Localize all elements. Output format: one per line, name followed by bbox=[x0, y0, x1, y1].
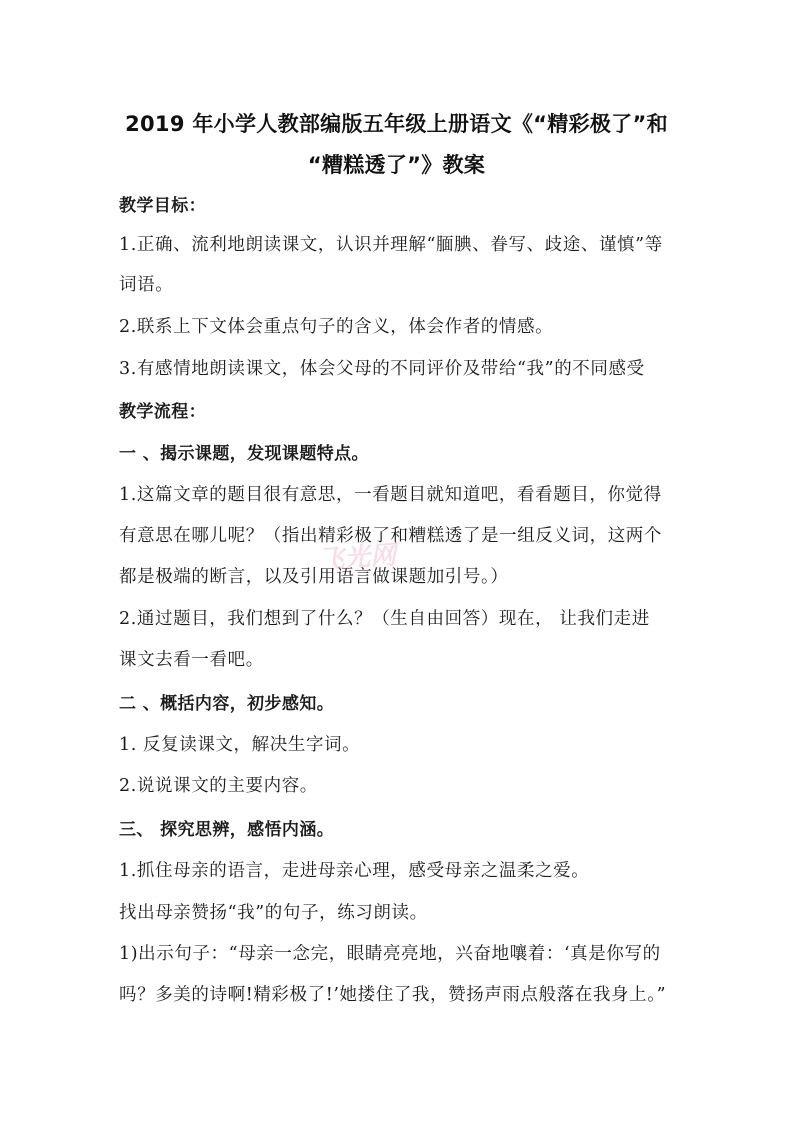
paragraph-line: 3.有感情地朗读课文，体会父母的不同评价及带给“我”的不同感受 bbox=[119, 359, 645, 379]
subsection-heading-3: 三、 探究思辨，感悟内涵。 bbox=[119, 820, 335, 840]
paragraph-line: 1)出示句子：“母亲一念完，眼睛亮亮地，兴奋地嚷着：‘真是你写的 bbox=[119, 944, 661, 964]
section-heading-objectives: 教学目标： bbox=[119, 196, 206, 216]
paragraph-line: 1.正确、流利地朗读课文，认识并理解“腼腆、眷写、歧途、谨慎”等 bbox=[119, 235, 663, 255]
subsection-heading-1: 一 、揭示课题，发现课题特点。 bbox=[119, 444, 369, 464]
paragraph-line: 2.说说课文的主要内容。 bbox=[119, 776, 318, 796]
paragraph-line: 都是极端的断言，以及引用语言做课题加引号。） bbox=[119, 567, 509, 587]
paragraph-line: 吗？多美的诗啊!精彩极了!’她搂住了我，赞扬声雨点般落在我身上。” bbox=[119, 985, 667, 1005]
watermark-logo: 飞光网 bbox=[317, 540, 398, 576]
paragraph-line: 找出母亲赞扬“我”的句子，练习朗读。 bbox=[119, 903, 428, 923]
paragraph-line: 词语。 bbox=[119, 275, 174, 295]
paragraph-line: 2.联系上下文体会重点句子的含义，体会作者的情感。 bbox=[119, 317, 554, 337]
paragraph-line: 1.抓住母亲的语言，走进母亲心理，感受母亲之温柔之爱。 bbox=[119, 861, 590, 881]
document-title-line-2: “糟糕透了”》教案 bbox=[307, 153, 486, 177]
paragraph-line: 课文去看一看吧。 bbox=[119, 650, 264, 670]
document-title-line-1: 2019 年小学人教部编版五年级上册语文《“精彩极了”和 bbox=[125, 112, 668, 136]
paragraph-line: 1.这篇文章的题目很有意思，一看题目就知道吧，看看题目，你觉得 bbox=[119, 485, 662, 505]
subsection-heading-2: 二 、概括内容，初步感知。 bbox=[119, 694, 335, 714]
paragraph-line: 1. 反复读课文，解决生字词。 bbox=[119, 735, 361, 755]
paragraph-line: 2.通过题目，我们想到了什么？（生自由回答）现在， 让我们走进 bbox=[119, 609, 650, 629]
paragraph-line: 有意思在哪儿呢？（指出精彩极了和糟糕透了是一组反义词，这两个 bbox=[119, 526, 662, 546]
section-heading-process: 教学流程： bbox=[119, 402, 206, 422]
